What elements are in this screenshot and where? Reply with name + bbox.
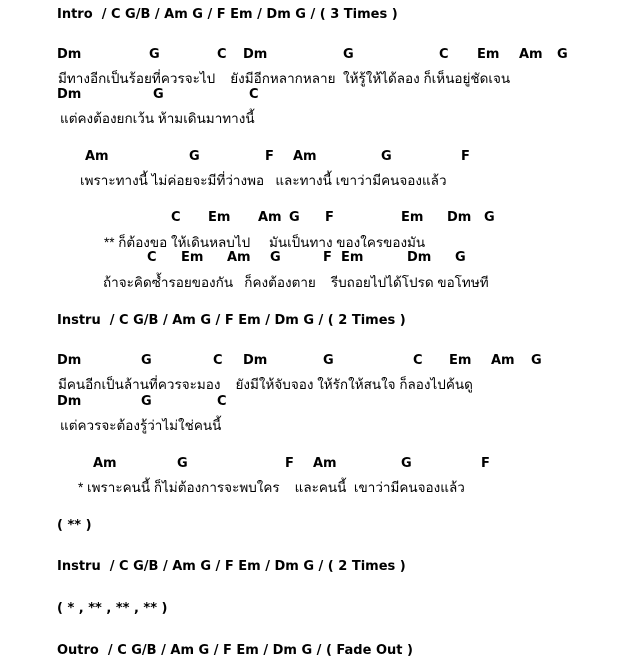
chord: F bbox=[265, 149, 274, 164]
chord: G bbox=[149, 47, 160, 62]
chord: G bbox=[153, 87, 164, 102]
chord: Em bbox=[341, 250, 364, 265]
instru-line: Instru / C G/B / Am G / F Em / Dm G / ( 2 Times ) bbox=[57, 313, 406, 328]
chord: G bbox=[557, 47, 568, 62]
lyric-line: ถ้าจะคิดซ้ำรอยของกัน ก็คงต้องตาย รีบถอยไปได้โปรด ขอโทษที bbox=[103, 275, 489, 290]
chord: C bbox=[171, 210, 181, 225]
chord: Dm bbox=[57, 87, 82, 102]
lyric-line: แต่ควรจะต้องรู้ว่าไม่ใช่คนนี้ bbox=[60, 418, 222, 433]
repeat-chorus-marker: ( ** ) bbox=[57, 518, 92, 533]
chord: Am bbox=[258, 210, 282, 225]
chord: Dm bbox=[57, 353, 82, 368]
intro-line: Intro / C G/B / Am G / F Em / Dm G / ( 3 Times ) bbox=[57, 7, 398, 22]
chord: Dm bbox=[57, 47, 82, 62]
outro-line: Outro / C G/B / Am G / F Em / Dm G / ( Fade Out ) bbox=[57, 643, 413, 658]
chord: G bbox=[531, 353, 542, 368]
instru-line: Instru / C G/B / Am G / F Em / Dm G / ( 2 Times ) bbox=[57, 559, 406, 574]
chord: G bbox=[455, 250, 466, 265]
chord: F bbox=[285, 456, 294, 471]
chord: Am bbox=[519, 47, 543, 62]
chord: Em bbox=[477, 47, 500, 62]
chord: Em bbox=[181, 250, 204, 265]
chord: Am bbox=[85, 149, 109, 164]
chord: Em bbox=[208, 210, 231, 225]
chord: Dm bbox=[243, 353, 268, 368]
chord: G bbox=[189, 149, 200, 164]
chord: G bbox=[401, 456, 412, 471]
chord: Dm bbox=[447, 210, 472, 225]
chord: C bbox=[213, 353, 223, 368]
lyric-line: * เพราะคนนี้ ก็ไม่ต้องการจะพบใคร และคนนี้ เขาว่ามีคนจองแล้ว bbox=[78, 480, 465, 495]
chord: Em bbox=[401, 210, 424, 225]
lyric-line: ** ก็ต้องขอ ให้เดินหลบไป มันเป็นทาง ของใครของมัน bbox=[104, 235, 426, 250]
lyric-line: แต่คงต้องยกเว้น ห้ามเดินมาทางนี้ bbox=[60, 111, 255, 126]
lyric-line: เพราะทางนี้ ไม่ค่อยจะมีที่ว่างพอ และทางนี้ เขาว่ามีคนจองแล้ว bbox=[80, 173, 447, 188]
chord: Am bbox=[313, 456, 337, 471]
chord: G bbox=[323, 353, 334, 368]
repeat-sequence-marker: ( * , ** , ** , ** ) bbox=[57, 601, 168, 616]
chord: C bbox=[439, 47, 449, 62]
chord: Am bbox=[227, 250, 251, 265]
chord: Am bbox=[93, 456, 117, 471]
lyric-line: มีทางอีกเป็นร้อยที่ควรจะไป ยังมีอีกหลากหลาย ให้รู้ให้ได้ลอง ก็เห็นอยู่ชัดเจน bbox=[58, 71, 511, 86]
chord: C bbox=[147, 250, 157, 265]
chord: C bbox=[217, 394, 227, 409]
chord: G bbox=[141, 394, 152, 409]
chord: G bbox=[484, 210, 495, 225]
chord: F bbox=[481, 456, 490, 471]
chord: G bbox=[270, 250, 281, 265]
chord: G bbox=[141, 353, 152, 368]
chord: Am bbox=[491, 353, 515, 368]
chord: Em bbox=[449, 353, 472, 368]
chord: C bbox=[249, 87, 259, 102]
chord: C bbox=[217, 47, 227, 62]
chord: G bbox=[289, 210, 300, 225]
chord: F bbox=[461, 149, 470, 164]
chord: G bbox=[381, 149, 392, 164]
chord: Dm bbox=[57, 394, 82, 409]
chord: Am bbox=[293, 149, 317, 164]
chord: F bbox=[323, 250, 332, 265]
chord: F bbox=[325, 210, 334, 225]
lyric-line: มีคนอีกเป็นล้านที่ควรจะมอง ยังมีให้จับจอง ให้รักให้สนใจ ก็ลองไปค้นดู bbox=[58, 377, 473, 392]
chord: C bbox=[413, 353, 423, 368]
chord: G bbox=[177, 456, 188, 471]
chord: Dm bbox=[243, 47, 268, 62]
chord: Dm bbox=[407, 250, 432, 265]
chord: G bbox=[343, 47, 354, 62]
